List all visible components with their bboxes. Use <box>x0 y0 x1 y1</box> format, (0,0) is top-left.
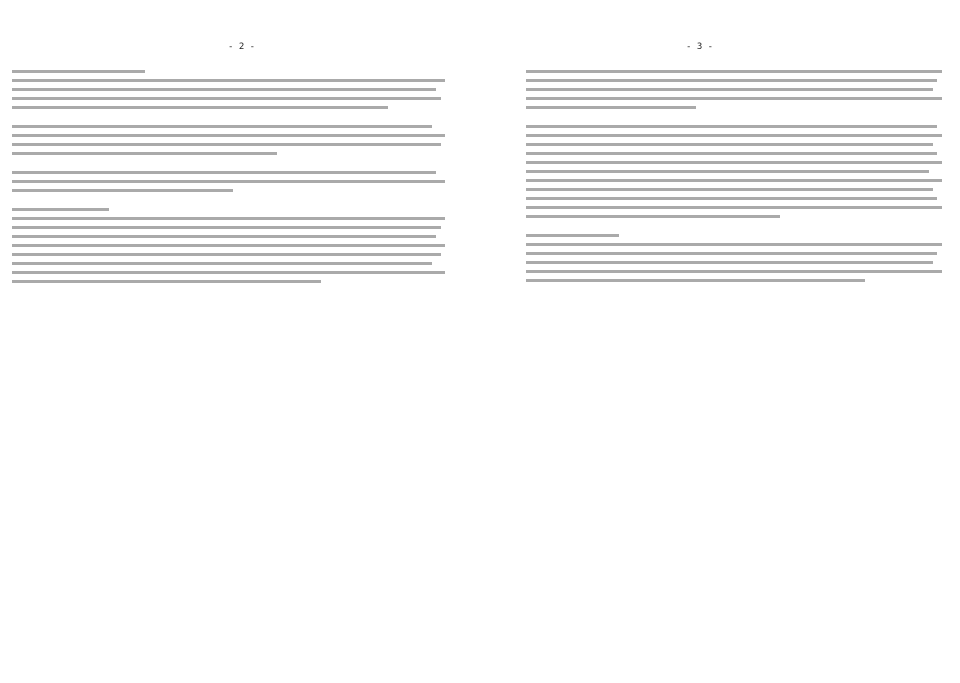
text-placeholder-line <box>12 244 445 247</box>
text-placeholder-line <box>12 180 445 183</box>
right-column <box>526 70 950 288</box>
text-placeholder-line <box>12 88 436 91</box>
text-placeholder-line <box>526 79 937 82</box>
text-placeholder-line <box>526 70 942 73</box>
text-placeholder-line <box>526 270 942 273</box>
text-placeholder-line <box>526 206 942 209</box>
text-placeholder-line <box>12 189 233 192</box>
text-placeholder-line <box>526 106 696 109</box>
text-placeholder-line <box>12 152 277 155</box>
text-placeholder-line <box>526 234 619 237</box>
text-placeholder-line <box>12 125 432 128</box>
left-column <box>12 70 454 289</box>
text-placeholder-line <box>526 170 929 173</box>
text-placeholder-line <box>12 217 445 220</box>
text-placeholder-line <box>12 134 445 137</box>
text-placeholder-line <box>526 152 937 155</box>
text-placeholder-line <box>526 215 780 218</box>
text-placeholder-line <box>526 252 937 255</box>
text-placeholder-line <box>526 161 942 164</box>
text-placeholder-line <box>12 106 388 109</box>
text-placeholder-line <box>526 261 933 264</box>
left-page-number: - 2 - <box>228 42 256 52</box>
text-placeholder-line <box>12 262 432 265</box>
text-placeholder-line <box>526 143 933 146</box>
text-placeholder-line <box>12 280 321 283</box>
text-placeholder-line <box>12 143 441 146</box>
text-placeholder-line <box>526 134 942 137</box>
text-placeholder-line <box>12 70 145 73</box>
text-placeholder-line <box>12 79 445 82</box>
text-placeholder-line <box>12 171 436 174</box>
text-placeholder-line <box>12 271 445 274</box>
text-placeholder-line <box>526 179 942 182</box>
text-placeholder-line <box>526 243 942 246</box>
text-placeholder-line <box>526 88 933 91</box>
right-page-number: - 3 - <box>686 42 714 52</box>
text-placeholder-line <box>526 188 933 191</box>
text-placeholder-line <box>526 97 942 100</box>
text-placeholder-line <box>12 253 441 256</box>
text-placeholder-line <box>526 125 937 128</box>
text-placeholder-line <box>12 235 436 238</box>
text-placeholder-line <box>526 197 937 200</box>
text-placeholder-line <box>526 279 865 282</box>
text-placeholder-line <box>12 208 109 211</box>
text-placeholder-line <box>12 226 441 229</box>
text-placeholder-line <box>12 97 441 100</box>
